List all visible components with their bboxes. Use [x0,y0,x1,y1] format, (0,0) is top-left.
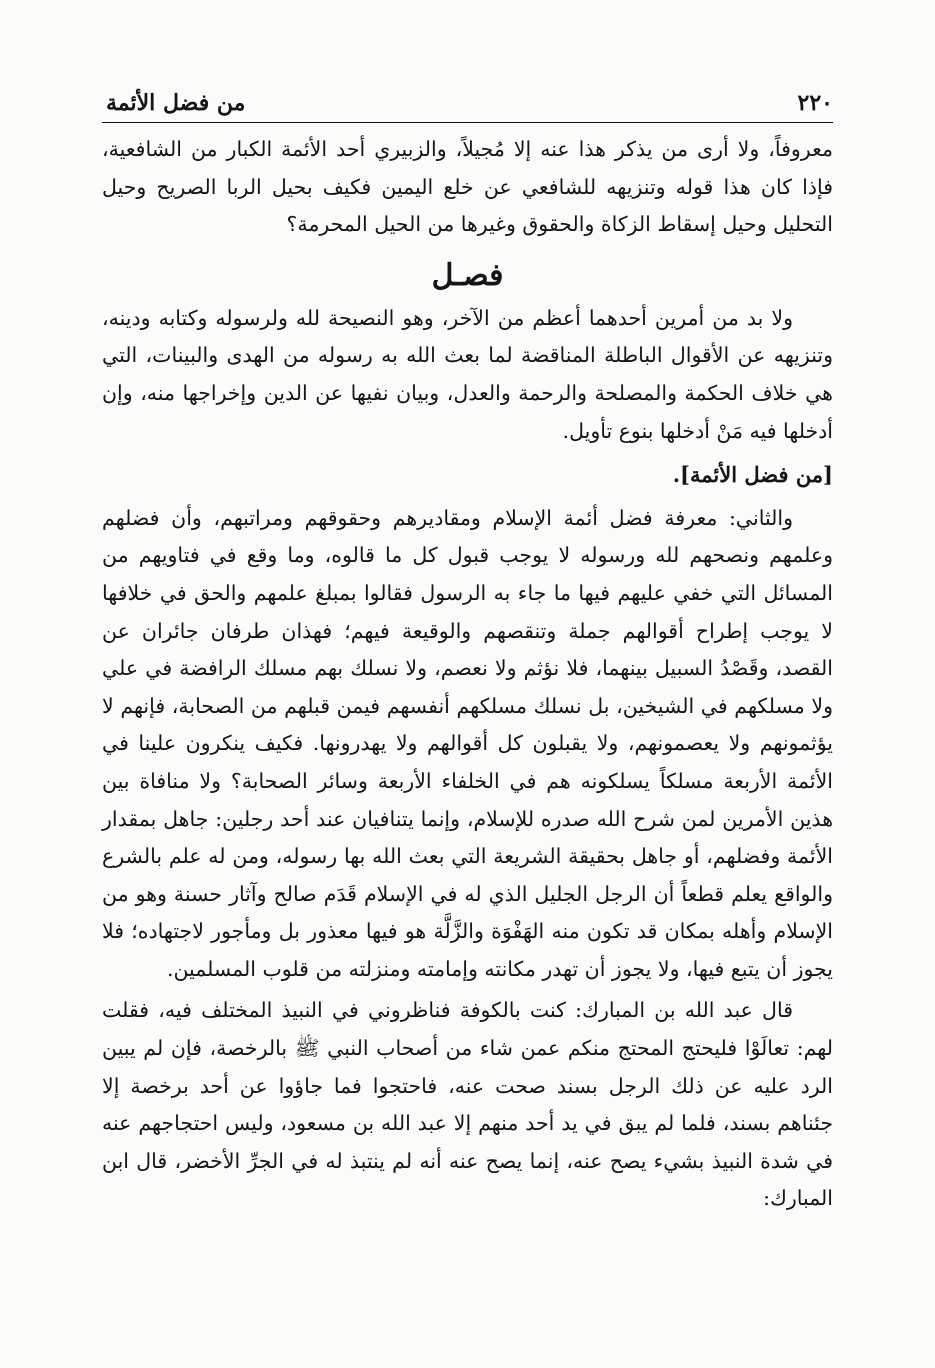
paragraph-1: معروفاً، ولا أرى من يذكر هذا عنه إلا مُجيلاً، والزبيري أحد الأئمة الكبار من الشافعية، فإذا كان هذا قوله وتنزيهه للشافعي عن خلع اليمين فكيف بحيل الربا الصريح وحيل التحليل وحيل إسقاط الزكاة والحقوق وغيرها من الحيل المحرمة؟ [102,137,833,237]
paragraph-3: والثاني: معرفة فضل أئمة الإسلام ومقاديرهم وحقوقهم ومراتبهم، وأن فضلهم وعلمهم ونصحهم لله ورسوله لا يوجب قبول كل ما قالوه، وما وقع في فتاويهم من المسائل التي خفي عليهم فيها ما جاء به الرسول فقالوا بمبلغ علمهم والحق في خلافها لا يوجب إطراح أقوالهم جملة وتنقصهم والوقيعة فيهم؛ فهذان طرفان جائران عن القصد، وقَصْدُ السبيل بينهما، فلا نؤثم ولا نعصم، ولا نسلك بهم مسلك الرافضة في علي ولا مسلكهم في الشيخين، بل نسلك مسلكهم أنفسهم فيمن قبلهم من الصحابة، فإنهم لا يؤثمونهم ولا يعصمونهم، ولا يقبلون كل أقوالهم ولا يهدرونها. فكيف ينكرون علينا في الأئمة الأربعة مسلكاً يسلكونه هم في الخلفاء الأربعة وسائر الصحابة؟ ولا منافاة بين هذين الأمرين لمن شرح الله صدره للإسلام، وإنما يتنافيان عند أحد رجلين: جاهل بمقدار الأئمة وفضلهم، أو جاهل بحقيقة الشريعة التي بعث الله بها رسوله، ومن له علم بالشرع والواقع يعلم قطعاً أن الرجل الجليل الذي له في الإسلام قَدَم صالح وآثار حسنة وهو من الإسلام وأهله بمكان قد تكون منه الهَفْوَة والزَّلَّة هو فيها معذور بل ومأجور لاجتهاده؛ فلا يجوز أن يتبع فيها، ولا يجوز أن تهدر مكانته وإمامته ومنزلته من قلوب المسلمين. [102,505,833,981]
subheading: [من فضل الأئمة]. [672,462,833,488]
page-body [102,131,833,1218]
section-title: فصـل [431,257,504,293]
paragraph-2: ولا بد من أمرين أحدهما أعظم من الآخر، وهو النصيحة لله ولرسوله وكتابه ودينه، وتنزيهه عن الأقوال الباطلة المناقضة لما بعث الله به رسوله من الهدى والبينات، التي هي خلاف الحكمة والمصلحة والرحمة والعدل، وبيان نفيها عن الدين وإخراجها منه، وإن أدخلها فيه مَنْ أدخلها بنوع تأويل. [102,305,833,443]
page-number: ٢٢٠ [797,90,833,116]
running-title: من فضل الأئمة [102,90,245,116]
page-header [102,88,833,123]
paragraph-4: قال عبد الله بن المبارك: كنت بالكوفة فناظروني في النبيذ المختلف فيه، فقلت لهم: تعالَوْا فليحتج المحتج منكم عمن شاء من أصحاب النبي ﷺ بالرخصة، فإن لم يبين الرد عليه عن ذلك الرجل بسند صحت عنه، فاحتجوا فما جاؤوا عن أحد برخصة إلا جئناهم بسند، فلما لم يبق في يد أحد منهم إلا عبد الله بن مسعود، وليس احتجاجهم عنه في شدة النبيذ بشيء يصح عنه، إنما يصح عنه أنه لم ينتبذ له في الجرِّ الأخضر، قال ابن المبارك: [102,998,833,1211]
